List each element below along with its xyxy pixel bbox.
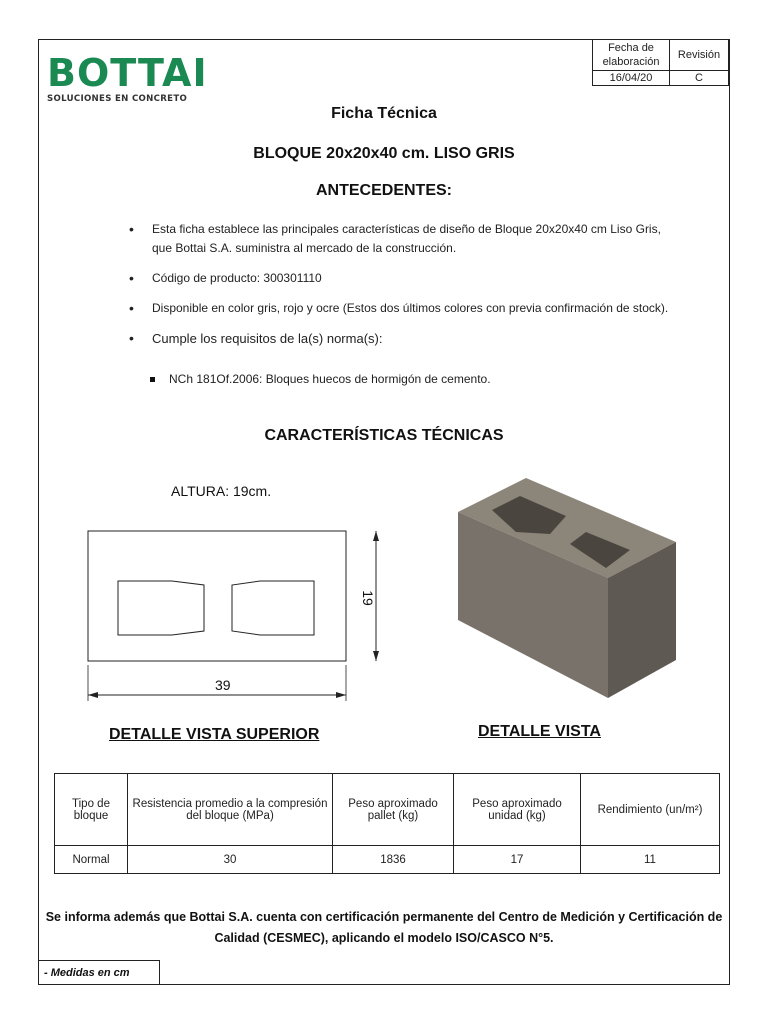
block-outline: [88, 531, 346, 661]
footer-note-text: - Medidas en cm: [44, 967, 130, 979]
doc-type-title: Ficha Técnica: [331, 105, 437, 122]
list-item-text: Cumple los requisitos de la(s) norma(s):: [152, 331, 383, 346]
table-header-cell: Rendimiento (un/m²): [581, 774, 720, 846]
revision-value: C: [670, 71, 729, 86]
sub-list-item: [150, 372, 491, 386]
table-cell: 1836: [333, 846, 454, 874]
table-header-cell: Resistencia promedio a la compresión del bloque (MPa): [128, 774, 333, 846]
table-header-cell: Peso aproximado unidad (kg): [454, 774, 581, 846]
bullet-icon: •: [129, 270, 134, 286]
table-header-cell: Tipo de bloque: [55, 774, 128, 846]
table-cell: 30: [128, 846, 333, 874]
table-cell: 17: [454, 846, 581, 874]
list-item-text: Esta ficha establece las principales características de diseño de Bloque 20x20x40 cm Liso Gris, que Bottai S.A. suministra al mercado de la construcción.: [152, 222, 661, 255]
sub-list-item-text: NCh 181Of.2006: Bloques huecos de hormigón de cemento.: [169, 372, 491, 386]
top-view-title: DETALLE VISTA SUPERIOR: [109, 726, 320, 743]
list-item: [118, 329, 678, 348]
list-item-text: Código de producto: 300301110: [152, 271, 322, 285]
bullet-icon: •: [129, 330, 134, 346]
list-item-text: Disponible en color gris, rojo y ocre (Estos dos últimos colores con previa confirmación de stock).: [152, 301, 669, 315]
arrow-right-icon: [336, 692, 346, 698]
bullet-icon: •: [129, 221, 134, 237]
technical-section-title: CARACTERÍSTICAS TÉCNICAS: [264, 427, 504, 444]
table-cell: 11: [581, 846, 720, 874]
certification-note: [38, 907, 730, 949]
footer-note: [38, 960, 160, 985]
date-label: Fecha de elaboración: [593, 40, 670, 71]
brand-logo: [47, 51, 208, 104]
cavity-left: [118, 581, 204, 635]
revision-table: [592, 39, 729, 86]
section-background-title: ANTECEDENTES:: [315, 182, 452, 199]
top-view-drawing: [80, 525, 390, 705]
cavity-right: [232, 581, 314, 635]
date-value: 16/04/20: [593, 71, 670, 86]
background-list: [118, 220, 678, 359]
product-title: BLOQUE 20x20x40 cm. LISO GRIS: [253, 145, 515, 162]
height-dimension: 19: [359, 590, 376, 606]
bullet-icon: •: [129, 300, 134, 316]
revision-label: Revisión: [670, 40, 729, 71]
list-item: [118, 220, 678, 258]
table-header-cell: Peso aproximado pallet (kg): [333, 774, 454, 846]
spec-table: [54, 773, 720, 874]
arrow-down-icon: [373, 651, 379, 661]
arrow-left-icon: [88, 692, 98, 698]
brand-tagline: SOLUCIONES EN CONCRETO: [47, 94, 188, 104]
view-title: DETALLE VISTA: [478, 723, 601, 740]
height-label: ALTURA: 19cm.: [171, 483, 272, 499]
block-3d-view: [440, 470, 690, 710]
table-row: [55, 846, 720, 874]
width-dimension: 39: [215, 677, 231, 693]
table-cell: Normal: [55, 846, 128, 874]
table-header-row: [55, 774, 720, 846]
arrow-up-icon: [373, 531, 379, 541]
square-bullet-icon: [150, 377, 155, 382]
brand-name: BOTTAI: [47, 51, 208, 95]
certification-note-text: Se informa además que Bottai S.A. cuenta con certificación permanente del Centro de Medición y Certificación de Calidad (CESMEC), aplicando el modelo ISO/CASCO N°5.: [45, 910, 723, 945]
list-item: [118, 299, 678, 318]
list-item: [118, 269, 678, 288]
